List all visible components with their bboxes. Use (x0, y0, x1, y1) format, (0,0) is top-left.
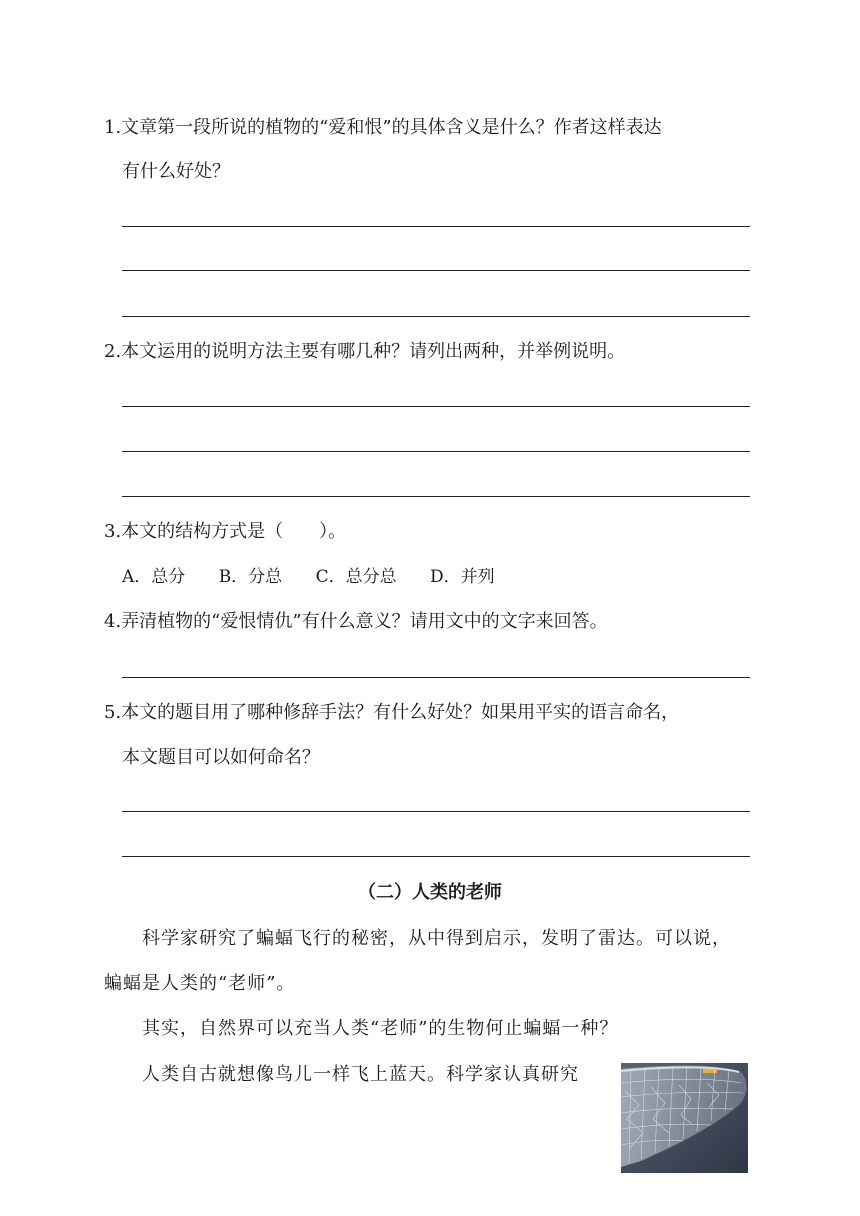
answer-line (122, 856, 750, 857)
question-5-line-2: 本文题目可以如何命名？ (122, 747, 320, 768)
paragraph-2: 其实，自然界可以充当人类“老师”的生物何止蝙蝠一种？ (142, 1018, 619, 1039)
option-c: C．总分总 (315, 567, 397, 587)
option-b: B．分总 (218, 567, 283, 587)
answer-line (122, 677, 750, 678)
question-2: 2.本文运用的说明方法主要有哪几种？请列出两种，并举例说明。 (104, 341, 626, 362)
answer-line (122, 406, 750, 407)
paragraph-1-line-2: 蝙蝠是人类的“老师”。 (104, 973, 296, 994)
answer-line (122, 811, 750, 812)
option-a: A．总分 (122, 567, 186, 587)
paragraph-1-line-1: 科学家研究了蝙蝠飞行的秘密，从中得到启示，发明了雷达。可以说， (142, 928, 731, 949)
question-1-line-2: 有什么好处？ (122, 161, 230, 182)
answer-line (122, 226, 750, 227)
answer-line (122, 316, 750, 317)
question-1-line-1: 1.文章第一段所说的植物的“爱和恨”的具体含义是什么？作者这样表达 (104, 117, 662, 138)
option-d: D．并列 (430, 567, 495, 587)
paragraph-3: 人类自古就想像鸟儿一样飞上蓝天。科学家认真研究 (142, 1064, 579, 1085)
section-title: （二）人类的老师 (358, 882, 502, 903)
dragonfly-wing-image (621, 1063, 748, 1173)
question-3: 3.本文的结构方式是（ ）。 (104, 521, 347, 542)
answer-line (122, 496, 750, 497)
question-4: 4.弄清植物的“爱恨情仇”有什么意义？请用文中的文字来回答。 (104, 611, 608, 632)
dragonfly-wing-illustration (621, 1063, 748, 1173)
answer-line (122, 270, 750, 271)
question-3-options (122, 563, 523, 591)
answer-line (122, 451, 750, 452)
question-5-line-1: 5.本文的题目用了哪种修辞手法？有什么好处？如果用平实的语言命名， (104, 702, 680, 723)
